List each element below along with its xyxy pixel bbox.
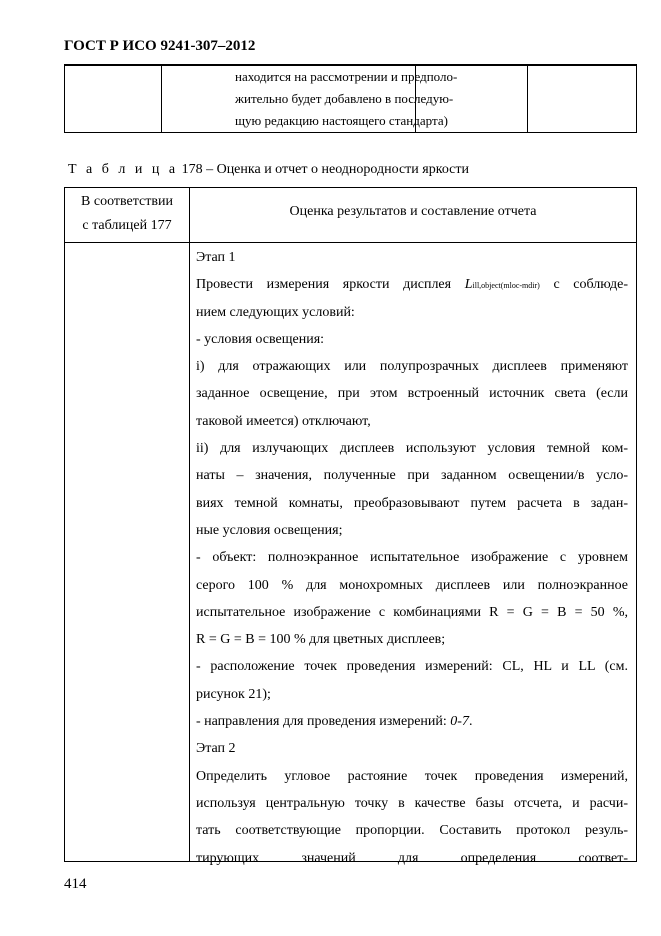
- text-line: щую редакцию настоящего стандарта): [235, 113, 448, 128]
- text-line: жительно будет добавлено в последую-: [235, 91, 454, 106]
- continued-table: [64, 64, 637, 133]
- stage-heading: Этап 1: [196, 250, 236, 265]
- text-line: - условия освещения:: [196, 331, 325, 347]
- text-line: тать соответствующие пропорции. Составить протокол резуль-: [196, 823, 628, 839]
- text-line: - направления для проведения измерений: 0-7.: [196, 714, 473, 730]
- continued-cell-text: [235, 66, 475, 132]
- text-line: R = G = B = 100 % для цветных дисплеев;: [196, 632, 446, 648]
- text-line: таковой имеется) отключают,: [196, 413, 371, 429]
- header-left-line: В соответствии: [81, 194, 173, 209]
- text-line: Определить угловое растояние точек проведения измерений,: [196, 768, 628, 784]
- header-cell-right: Оценка результатов и составление отчета: [289, 204, 537, 219]
- text-line: наты – значения, полученные при заданном освещении/в усло-: [196, 468, 628, 484]
- text-line: тирующих значений для определения соответ-: [196, 850, 628, 866]
- text-line: ii) для излучающих дисплеев используют условия темной ком-: [196, 441, 628, 457]
- document-header: ГОСТ Р ИСО 9241-307–2012: [64, 38, 256, 54]
- text-line: i) для отражающих или полупрозрачных дисплеев применяют: [196, 359, 628, 375]
- column-divider: [161, 66, 162, 132]
- text-line: - расположение точек проведения измерений: CL, HL и LL (см.: [196, 659, 628, 675]
- table-caption: [68, 162, 469, 178]
- column-divider: [527, 66, 528, 132]
- text-line: Провести измерения яркости дисплея Lill,object(mloc-mdir) с соблюде-: [196, 277, 629, 293]
- header-left-line: с таблицей 177: [82, 218, 172, 233]
- header-divider: [65, 242, 636, 243]
- column-divider: [189, 188, 190, 861]
- stage-heading: Этап 2: [196, 741, 236, 757]
- text-line: виях темной комнаты, преобразовывают путем расчета в задан-: [196, 495, 628, 511]
- text-line: заданное освещение, при этом встроенный источник света (если: [196, 386, 628, 402]
- text-line: ные условия освещения;: [196, 522, 343, 538]
- text-line: нием следующих условий:: [196, 304, 355, 320]
- evaluation-cell: [196, 244, 628, 872]
- text-line: испытательное изображение с комбинациями R = G = B = 50 %,: [196, 604, 628, 620]
- caption-label: Т а б л и ц а: [68, 162, 179, 177]
- page-number: 414: [64, 876, 87, 892]
- text-line: рисунок 21);: [196, 686, 271, 702]
- header-cell-left: [65, 190, 189, 238]
- text-line: - объект: полноэкранное испытательное изображение с уровнем: [196, 550, 628, 566]
- text-line: серого 100 % для монохромных дисплеев или полноэкранное: [196, 577, 628, 593]
- text-line: используя центральную точку в качестве базы отсчета, и расчи-: [196, 795, 628, 811]
- table-178: [64, 187, 637, 866]
- text-line: находится на рассмотрении и предполо-: [235, 69, 458, 84]
- caption-text: 178 – Оценка и отчет о неоднородности яркости: [181, 162, 469, 177]
